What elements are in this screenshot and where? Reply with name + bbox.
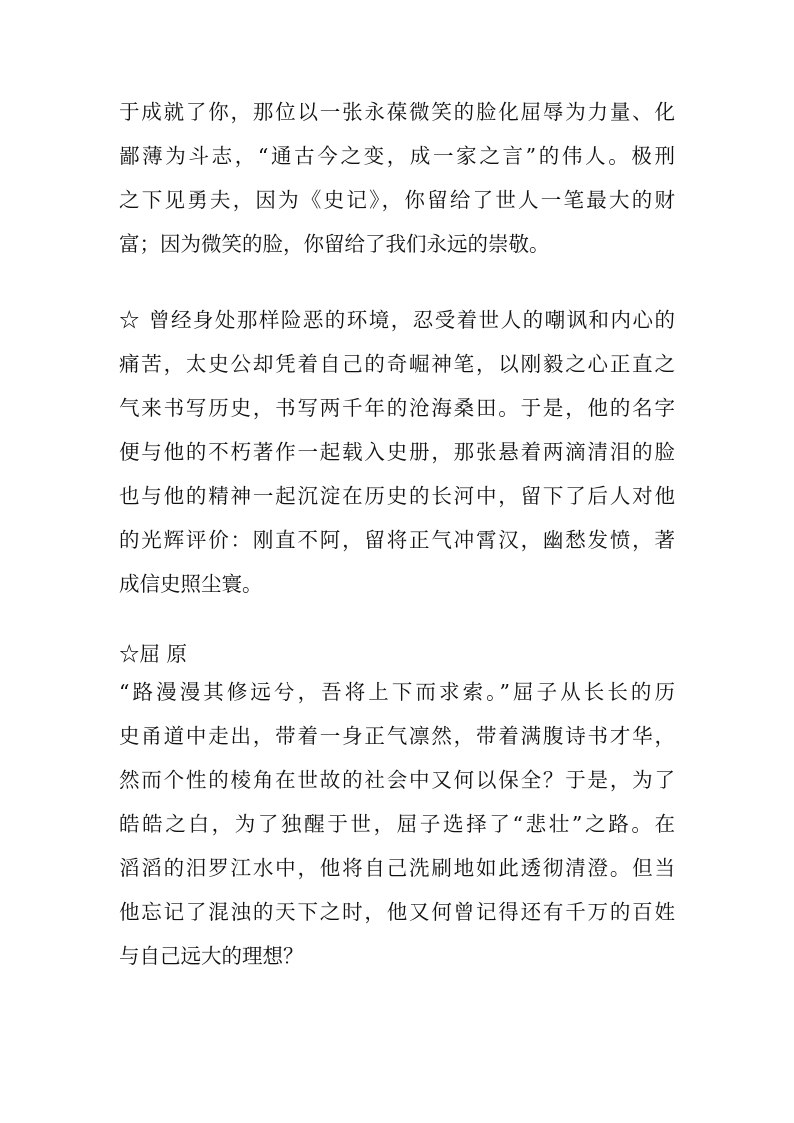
text-line: “路漫漫其修远兮，吾将上下而求索。”屈子从长长的历 — [119, 680, 675, 704]
text-line: 成信史照尘寰。 — [119, 572, 263, 596]
text-line: 史甬道中走出，带着一身正气凛然，带着满腹诗书才华， — [119, 724, 675, 748]
section-heading-qu-yuan: ☆屈 原 — [119, 642, 188, 666]
text-line: 的光辉评价：刚直不阿，留将正气冲霄汉，幽愁发愤，著 — [119, 528, 675, 552]
text-line: 痛苦，太史公却凭着自己的奇崛神笔，以刚毅之心正直之 — [119, 352, 675, 376]
text-line: 然而个性的棱角在世故的社会中又何以保全？于是，为了 — [119, 768, 675, 792]
text-line: 与自己远大的理想？ — [119, 944, 304, 968]
text-line: 滔滔的汨罗江水中，他将自己洗刷地如此透彻清澄。但当 — [119, 856, 675, 880]
text-line: 气来书写历史，书写两千年的沧海桑田。于是，他的名字 — [119, 396, 675, 420]
text-line: 便与他的不朽著作一起载入史册，那张悬着两滴清泪的脸 — [119, 440, 675, 464]
text-line: 他忘记了混浊的天下之时，他又何曾记得还有千万的百姓 — [119, 900, 675, 924]
text-line: 鄙薄为斗志，“通古今之变，成一家之言”的伟人。极刑 — [119, 144, 675, 168]
text-line: 皓皓之白，为了独醒于世，屈子选择了“悲壮”之路。在 — [119, 812, 675, 836]
text-line: 富；因为微笑的脸，你留给了我们永远的崇敬。 — [119, 232, 550, 256]
text-line: 也与他的精神一起沉淀在历史的长河中，留下了后人对他 — [119, 484, 675, 508]
text-line: ☆ 曾经身处那样险恶的环境，忍受着世人的嘲讽和内心的 — [119, 308, 675, 332]
text-line: 于成就了你，那位以一张永葆微笑的脸化屈辱为力量、化 — [119, 100, 675, 124]
text-line: 之下见勇夫，因为《史记》，你留给了世人一笔最大的财 — [119, 188, 675, 212]
